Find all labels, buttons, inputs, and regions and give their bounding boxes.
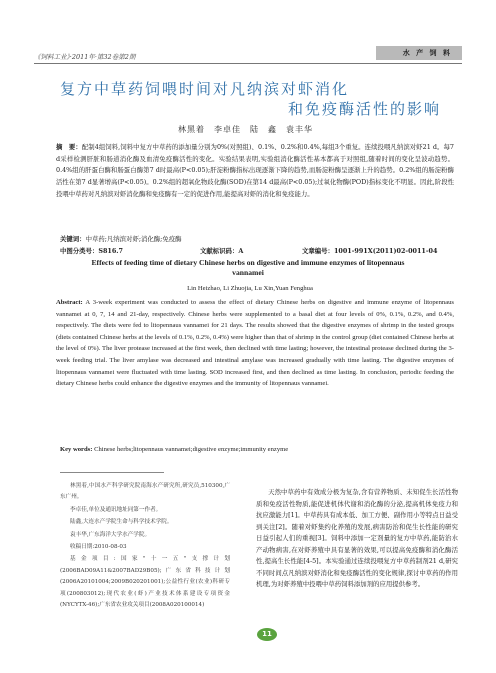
header-divider xyxy=(34,63,462,64)
section-label: 水 产 饲 料 xyxy=(402,49,452,57)
title-line-1: 复方中草药饲喂时间对凡纳滨对虾消化 xyxy=(60,80,350,98)
abstract-cn-label: 摘 要： xyxy=(56,143,82,151)
footnote-item: 基金项目:国家"十一五"支撑计划(2006BAD09A11&2007BAD29B05);广东省科技计划(2006A20101004;2009B020201001);公益性行业(农业)科研专项(200803012);现代农业(虾)产业技术体系建设专项资金(NYCYTX-46);广东省农业攻关项目(2008A020100014) xyxy=(60,556,230,609)
article-number: 文章编号：1001-991X(2011)02-0011-04 xyxy=(302,247,438,255)
keywords-cn-label: 关键词： xyxy=(60,235,86,243)
footnote-item: 袁丰华,广东海洋大学水产学院。 xyxy=(70,531,151,538)
english-title: Effects of feeding time of dietary Chinese herbs on digestive and immune enzymes of litopennaus vannamei xyxy=(91,258,405,277)
title-line-2: 和免疫酶活性的影响 xyxy=(288,100,442,118)
footnote-item: 陆鑫,大连水产学院生命与科学技术学院。 xyxy=(70,519,173,526)
abstract-en xyxy=(56,297,454,390)
keywords-cn-text: 中草药;凡纳滨对虾;消化酶;免疫酶 xyxy=(85,235,182,243)
clc-number: 中图分类号：S816.7 xyxy=(60,247,123,255)
section-banner xyxy=(376,46,462,60)
keywords-cn xyxy=(60,234,182,243)
body-intro-text: 天然中草药中有效成分极为复杂,含有营养物质、未知促生长活性物质和免疫活性物质,能促进机体代谢和消化酶的分泌,提高机体免疫力和抗应激能力[1]。中草药具有成本低、加工方便、副作用小等特点日益受到关注[2]。随着对虾集约化养殖的发展,病害防治和促生长性能的研究日益引起人们的重视[3]。饲料中添加一定剂量的复方中草药,能防治水产动物病害,在对虾养殖中具有显著的效果,可以提高免疫酶和消化酶活性,提高生长性能[4-5]。本实验通过连续投喂复方中草药制剂21 d,研究不同时间点凡纳滨对虾消化和免疫酶活性的变化规律,探讨中草药的作用机理,为对虾养殖中投喂中草药饲料添加剂的应用提供参考。 xyxy=(256,488,458,588)
abstract-en-text: A 3-week experiment was conducted to assess the effect of dietary Chinese herbs on digestive and immune enzyme of litopennaus vannamei at 0, 7, 14 and 21-day, respectively. Chinese herbs were supplemented to a basal diet at four levels of 0%, 0.1%, 0.2%, and 0.4%, respectively. The diets were fed to litopennaus vannamei for 21 days. The results showed that the digestive enzymes of shrimp in the tested groups (diets contained Chinese herbs at the levels of 0.1%, 0.2%, 0.4%) were higher than that of shrimp in the control group (diet contained Chinese herbs at the level of 0%). The liver protease increased at the first week, then declined with time lasting; however, the intestinal protease declined during the 3-week feeding trial. The liver amylase was decreased and intestinal amylase was increased gradually with time lasting. The digestive enzymes of litopennaus vannamei were fluctuated with time lasting. SOD increased first, and then declined as time lasting. In conclusion, periodic feeding the dietary Chinese herbs could enhance the digestive enzymes and the immunity of litopennaus vannamei. xyxy=(56,299,454,388)
footnote-divider xyxy=(60,472,164,473)
authors-cn: 林黑着 李卓佳 陆 鑫 袁丰华 xyxy=(178,125,313,134)
body-intro xyxy=(256,487,458,591)
abstract-en-label: Abstract: xyxy=(56,299,83,306)
footnotes xyxy=(60,481,230,612)
page-number-badge: 11 xyxy=(257,628,277,641)
footnote-item: 林黑着,中国水产科学研究院南海水产研究所,研究员,510300,广东广州。 xyxy=(60,483,230,501)
abstract-cn-text: 配制4组饲料,饲料中复方中草药的添加量分别为0%(对照组)、0.1%、0.2%和0.4%,每组3个重复。连续投喂凡纳滨对虾21 d。每7 d采样检测肝脏和肠道消化酶及血清免疫酶活性的变化。实验结果表明,实验组消化酶活性基本都高于对照组,随着时间的变化呈波动趋势。0.4%组的肝蛋白酶和肠蛋白酶第7 d时最高(P<0.05);肝淀粉酶指标出现逐渐下降的趋势,而肠淀粉酶呈逐渐上升的趋势。0.2%组的肠淀粉酶活性在第7 d显著增高(P<0.05)。0.2%组的超氧化物歧化酶(SOD)在第14 d最高(P<0.05);过氧化物酶(POD)指标变化不明显。因此,阶段性投喂中草药对凡纳滨对虾消化酶和免疫酶有一定的促进作用,能提高对虾的消化和免疫能力。 xyxy=(56,143,454,198)
abstract-cn xyxy=(56,142,454,201)
journal-header: 《饲料工业》·2011年·第32卷第2期 xyxy=(34,53,136,61)
footnote-item: 收稿日期:2010-08-03 xyxy=(70,544,127,551)
keywords-en-label: Key words: xyxy=(60,446,93,453)
keywords-en-text: Chinese herbs;litopennaus vannamei;digestive enzyme;immunity enzyme xyxy=(94,446,289,453)
keywords-en xyxy=(60,446,288,453)
english-authors: Lin Heizhao, Li Zhuojia, Lu Xin,Yuan Fenghua xyxy=(187,285,313,292)
footnote-item: 李卓佳,单位及通讯地址同第一作者。 xyxy=(70,506,162,513)
document-code: 文献标识码：A xyxy=(200,247,244,255)
